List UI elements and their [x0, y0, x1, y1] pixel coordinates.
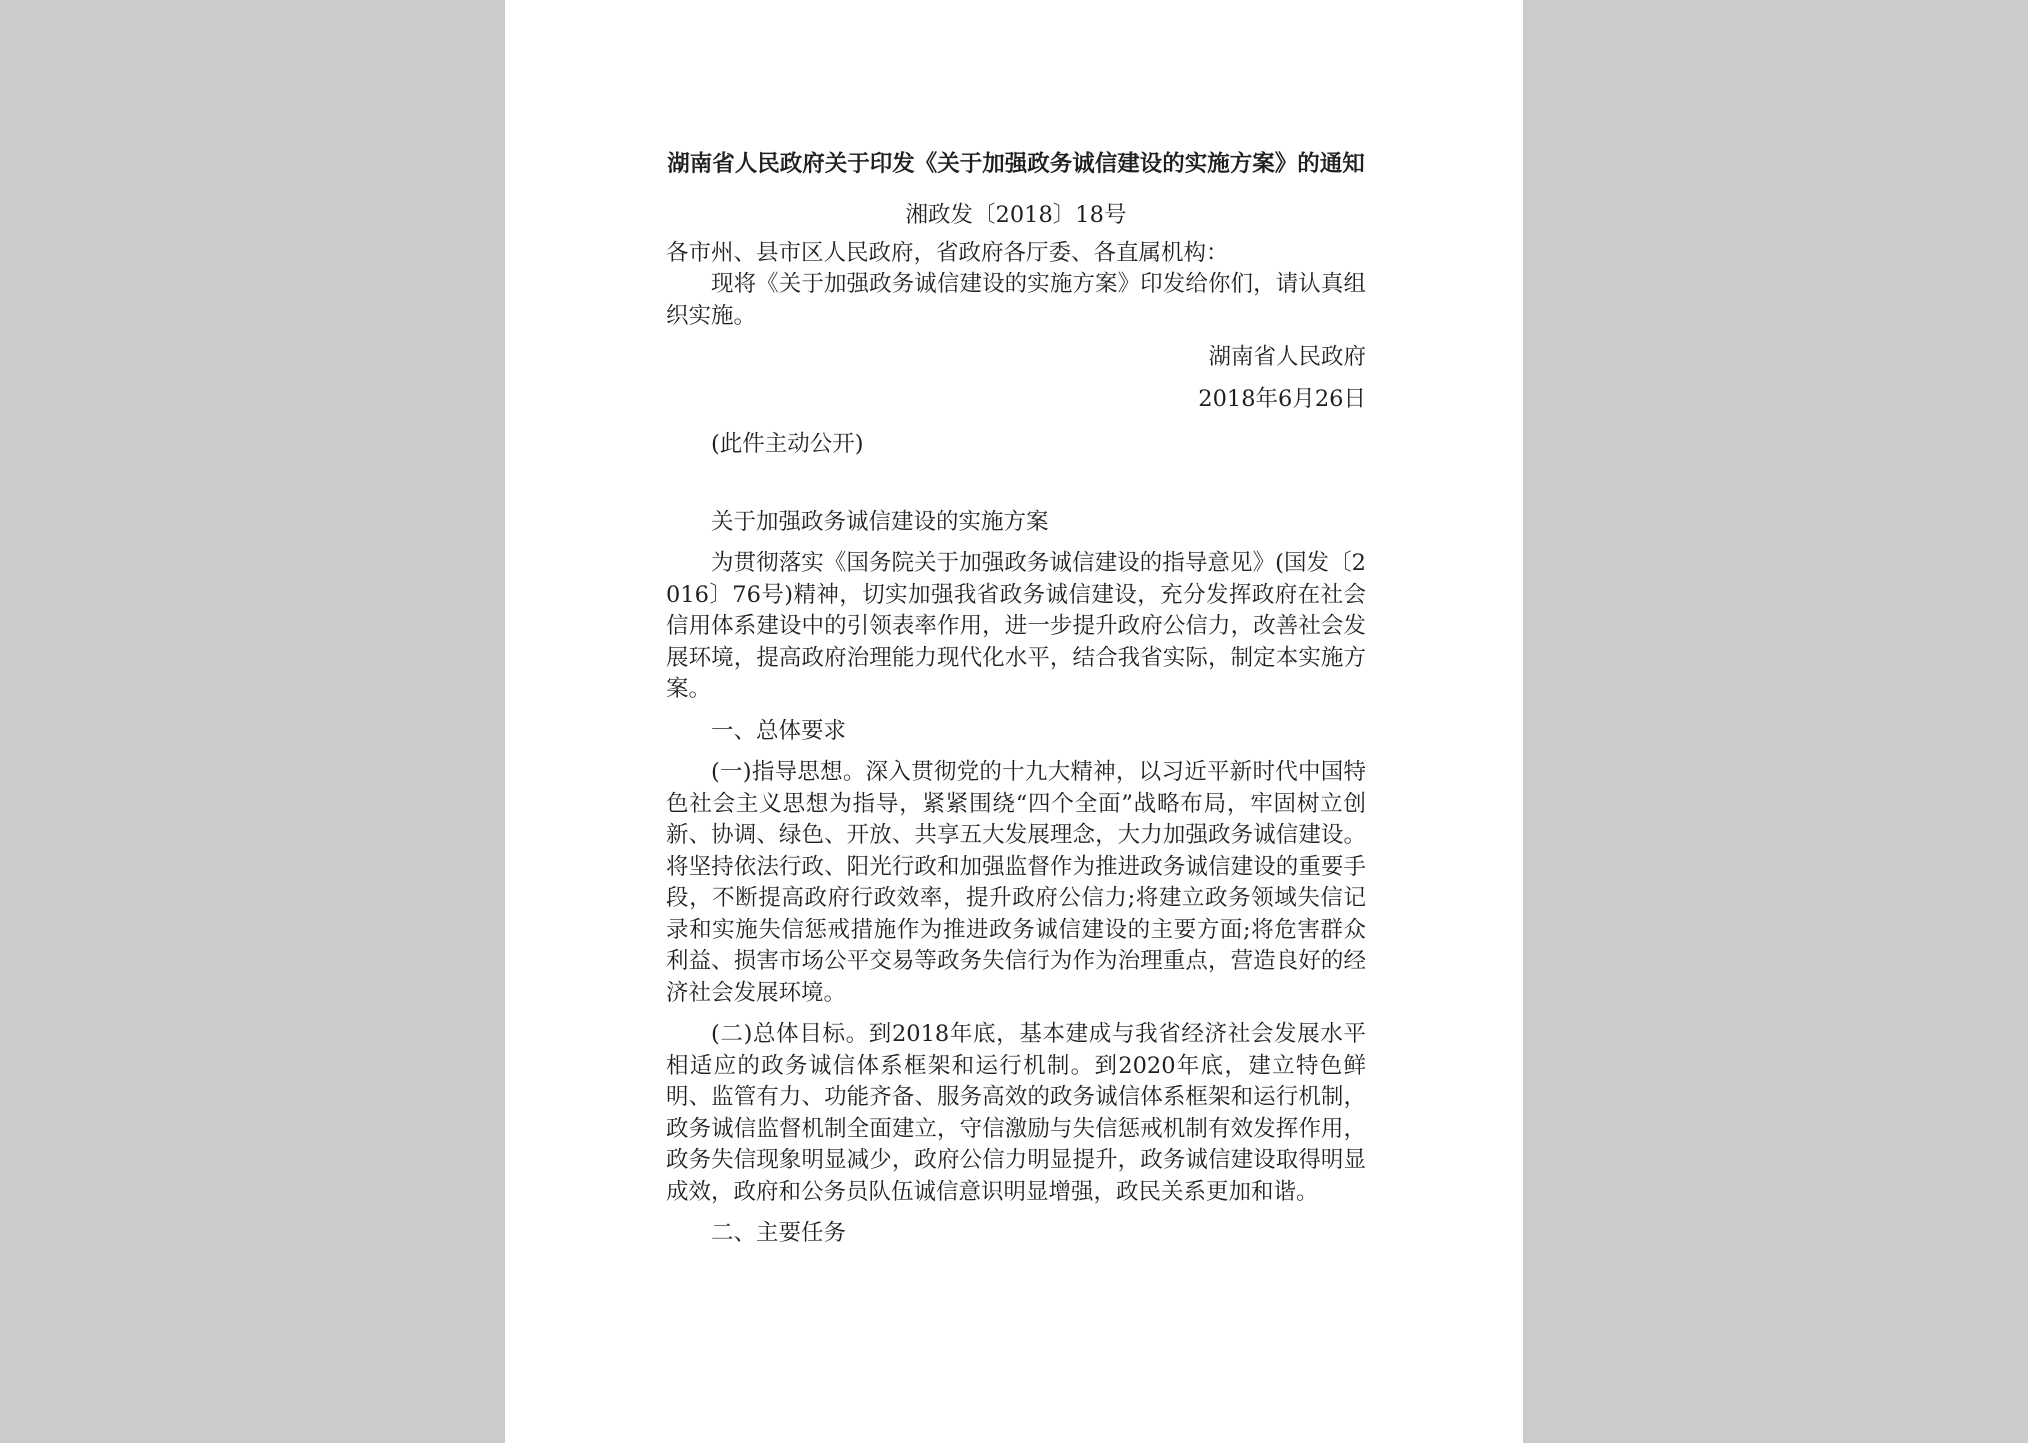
paragraph-guiding-ideology: (一)指导思想。深入贯彻党的十九大精神，以习近平新时代中国特色社会主义思想为指导，紧紧围绕“四个全面”战略布局，牢固树立创新、协调、绿色、开放、共享五大发展理念，大力加强政务诚信建设。将坚持依法行政、阳光行政和加强监督作为推进政务诚信建设的重要手段，不断提高政府行政效率，提升政府公信力;将建立政务领域失信记录和实施失信惩戒措施作为推进政务诚信建设的主要方面;将危害群众利益、损害市场公平交易等政务失信行为作为治理重点，营造良好的经济社会发展环境。: [666, 759, 1366, 1006]
document-title: 湖南省人民政府关于印发《关于加强政务诚信建设的实施方案》的通知: [667, 151, 1365, 177]
issue-date: 2018年6月26日: [1198, 385, 1366, 412]
document-page: [505, 0, 1523, 1443]
preamble-paragraph: 为贯彻落实《国务院关于加强政务诚信建设的指导意见》(国发〔2016〕76号)精神，切实加强我省政务诚信建设，充分发挥政府在社会信用体系建设中的引领表率作用，进一步提升政府公信力，改善社会发展环境，提高政府治理能力现代化水平，结合我省实际，制定本实施方案。: [666, 550, 1366, 702]
issuer-signature: 湖南省人民政府: [1208, 344, 1366, 370]
section-heading-general-requirements: 一、总体要求: [711, 717, 847, 744]
plan-title: 关于加强政务诚信建设的实施方案: [711, 508, 1049, 535]
document-body: [666, 148, 1366, 1260]
addressee: 各市州、县市区人民政府，省政府各厅委、各直属机构：: [666, 239, 1229, 266]
intro-paragraph: 现将《关于加强政务诚信建设的实施方案》印发给你们，请认真组织实施。: [666, 271, 1366, 329]
document-number: 湘政发〔2018〕18号: [905, 202, 1127, 228]
paragraph-overall-goals: (二)总体目标。到2018年底，基本建成与我省经济社会发展水平相适应的政务诚信体系框架和运行机制。到2020年底，建立特色鲜明、监管有力、功能齐备、服务高效的政务诚信体系框架和运行机制，政务诚信监督机制全面建立，守信激励与失信惩戒机制有效发挥作用，政务失信现象明显减少，政府公信力明显提升，政务诚信建设取得明显成效，政府和公务员队伍诚信意识明显增强，政民关系更加和谐。: [666, 1021, 1366, 1205]
section-heading-main-tasks: 二、主要任务: [711, 1220, 847, 1246]
public-note: (此件主动公开): [711, 431, 864, 457]
